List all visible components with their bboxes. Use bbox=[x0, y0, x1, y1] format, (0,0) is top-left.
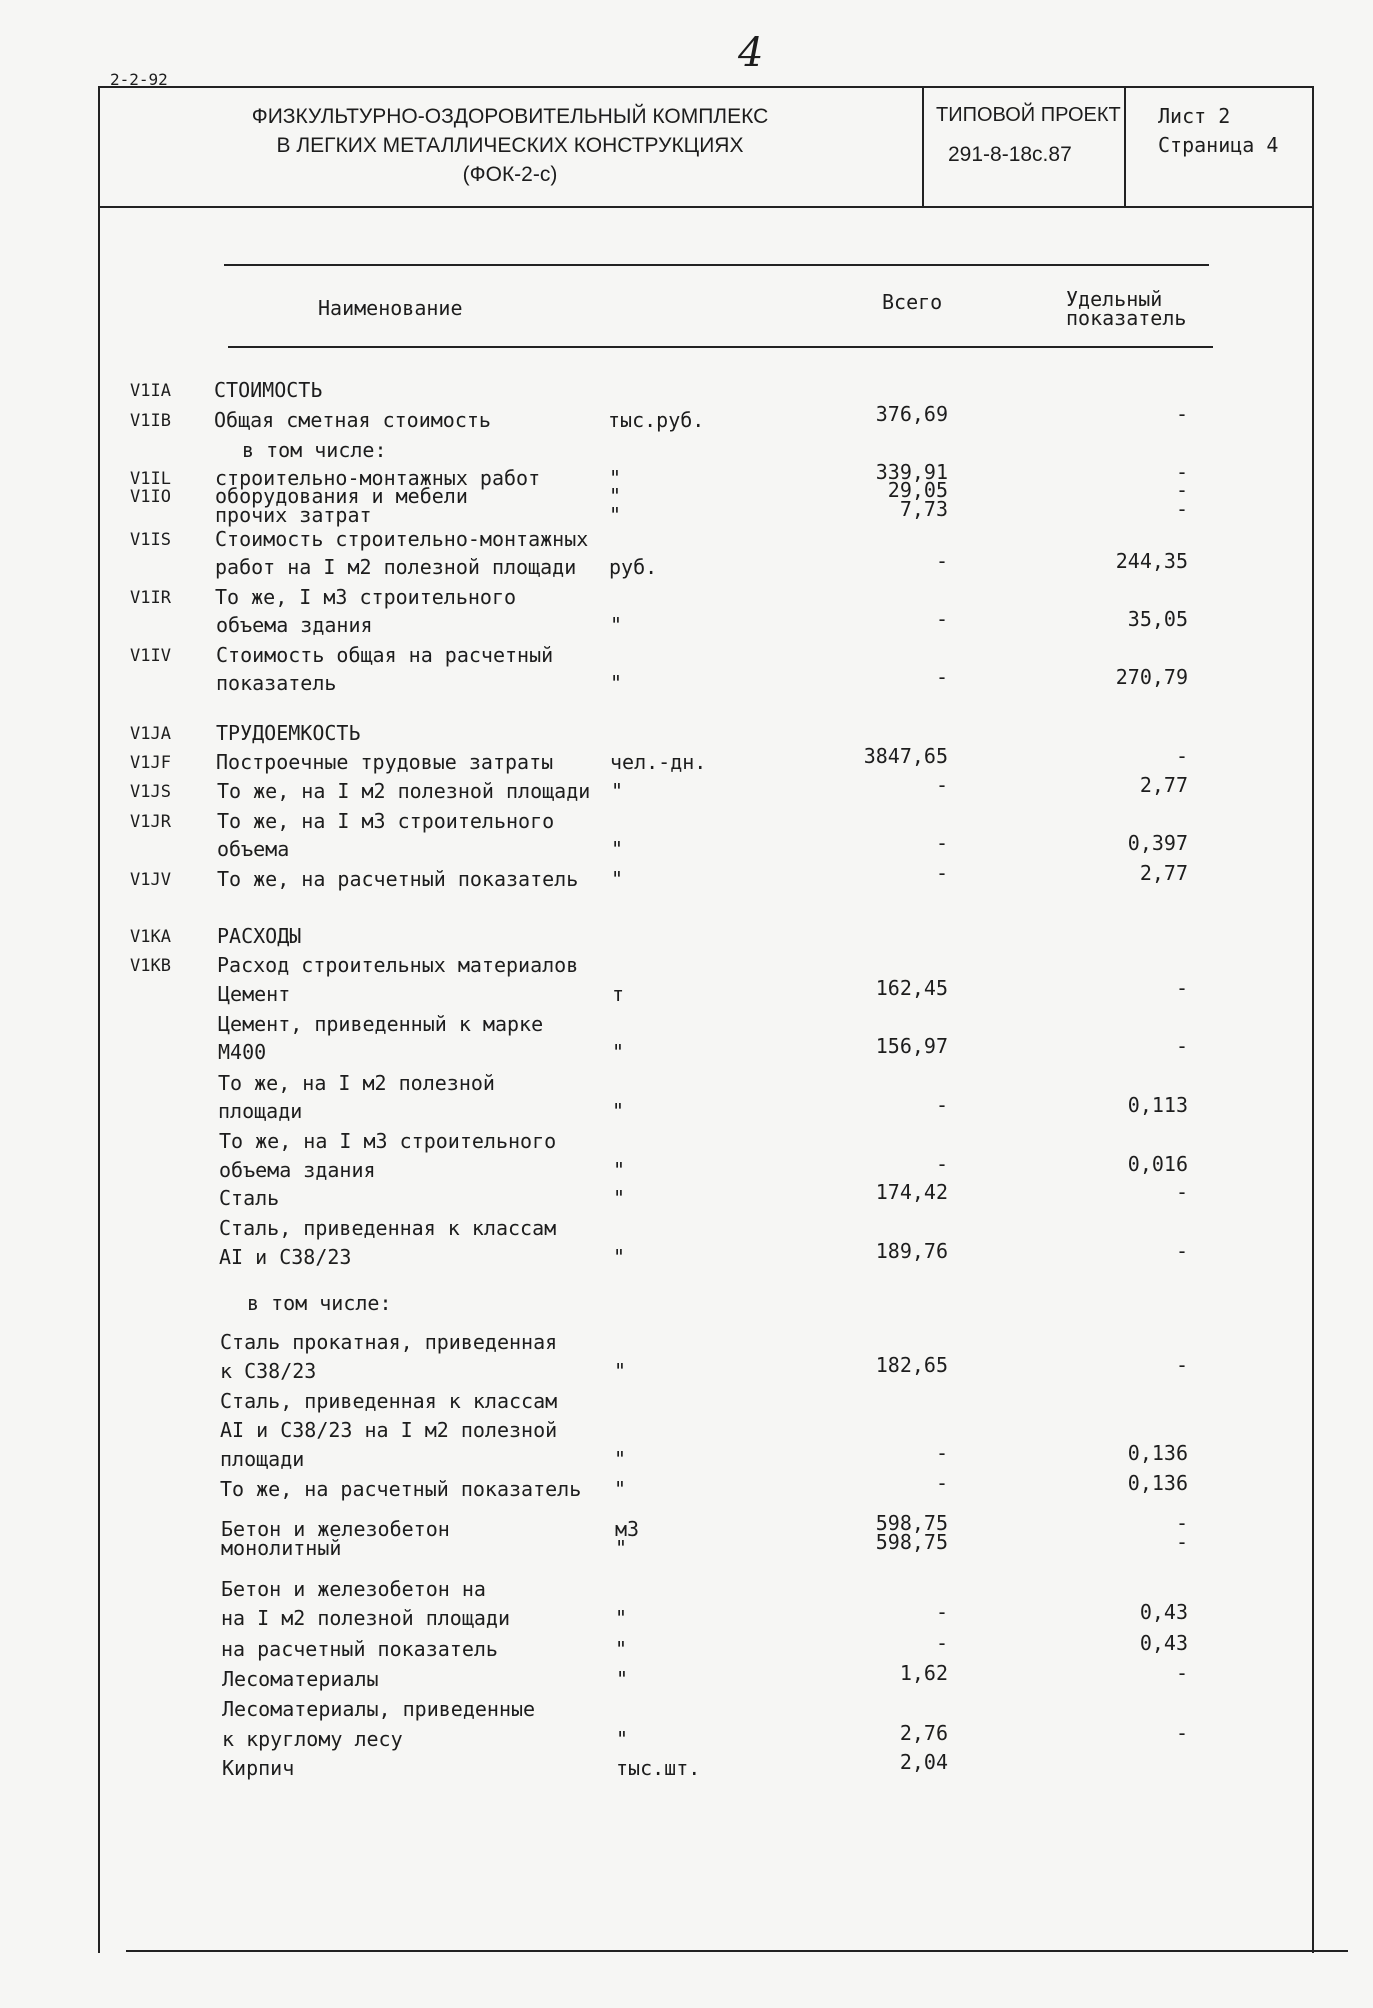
row-total: 376,69 bbox=[875, 402, 948, 426]
row-code: V1KA bbox=[130, 927, 171, 947]
row-specific: - bbox=[1175, 1530, 1188, 1554]
row-specific: - bbox=[1175, 460, 1188, 484]
row-code: V1JS bbox=[130, 782, 171, 802]
row-name: Сталь, приведенная к классам bbox=[220, 1389, 558, 1413]
column-header-total: Всего bbox=[882, 290, 943, 314]
row-unit: " bbox=[613, 1245, 626, 1269]
row-unit: м3 bbox=[615, 1517, 640, 1541]
row-unit: " bbox=[614, 1447, 627, 1471]
row-total: - bbox=[935, 607, 948, 631]
row-total: 2,04 bbox=[899, 1750, 948, 1774]
row-name: монолитный bbox=[221, 1536, 342, 1560]
row-code: V1IL bbox=[130, 469, 171, 489]
row-total: - bbox=[935, 1093, 948, 1117]
row-unit: " bbox=[613, 1186, 626, 1210]
row-specific: 0,136 bbox=[1127, 1471, 1188, 1495]
column-header-name: Наименование bbox=[318, 296, 463, 320]
row-name: Сталь прокатная, приведенная bbox=[220, 1330, 558, 1354]
row-unit: " bbox=[610, 613, 623, 637]
row-name: работ на I м2 полезной площади bbox=[215, 555, 577, 579]
table-top-rule bbox=[224, 264, 1209, 266]
row-code: V1JF bbox=[130, 753, 171, 773]
row-name: То же, на I м3 строительного bbox=[217, 809, 555, 833]
row-name: AI и С38/23 на I м2 полезной bbox=[220, 1418, 558, 1442]
row-unit: " bbox=[611, 867, 624, 891]
row-name: ТРУДОЕМКОСТЬ bbox=[216, 721, 361, 745]
row-name: показатель bbox=[216, 671, 337, 695]
row-code: V1IV bbox=[130, 646, 171, 666]
row-unit: " bbox=[614, 1477, 627, 1501]
row-code: V1JV bbox=[130, 870, 171, 890]
row-code: V1IO bbox=[130, 487, 171, 507]
row-unit: " bbox=[613, 1158, 626, 1182]
row-name: в том числе: bbox=[247, 1291, 392, 1315]
row-name: Расход строительных материалов bbox=[217, 953, 579, 977]
row-total: 182,65 bbox=[875, 1353, 948, 1377]
page-label: Страница 4 bbox=[1158, 133, 1279, 157]
row-name: Лесоматериалы, приведенные bbox=[222, 1697, 536, 1721]
row-total: 598,75 bbox=[875, 1511, 948, 1535]
row-total: 156,97 bbox=[875, 1034, 948, 1058]
row-name: AI и С38/23 bbox=[219, 1245, 352, 1269]
row-code: V1JR bbox=[130, 812, 171, 832]
row-name: То же, на расчетный показатель bbox=[220, 1477, 582, 1501]
row-name: Лесоматериалы bbox=[222, 1667, 379, 1691]
row-specific: 0,43 bbox=[1139, 1631, 1188, 1655]
row-unit: " bbox=[609, 503, 622, 527]
row-unit: " bbox=[611, 779, 624, 803]
row-name: Сталь bbox=[219, 1186, 280, 1210]
frame-line bbox=[98, 208, 100, 1953]
row-name: Цемент bbox=[218, 982, 291, 1006]
row-name: к круглому лесу bbox=[222, 1727, 403, 1751]
frame-line bbox=[1312, 208, 1314, 1953]
row-unit: " bbox=[616, 1667, 629, 1691]
row-specific: 0,136 bbox=[1127, 1441, 1188, 1465]
row-specific: 0,43 bbox=[1139, 1600, 1188, 1624]
row-unit: " bbox=[612, 1040, 625, 1064]
project-number: 291-8-18с.87 bbox=[948, 143, 1072, 166]
row-unit: чел.-дн. bbox=[610, 750, 707, 774]
row-name: объема здания bbox=[219, 1158, 376, 1182]
row-unit: " bbox=[611, 837, 624, 861]
row-unit: " bbox=[615, 1637, 628, 1661]
row-total: 598,75 bbox=[875, 1530, 948, 1554]
row-unit: руб. bbox=[609, 555, 658, 579]
row-specific: - bbox=[1175, 497, 1188, 521]
row-total: - bbox=[935, 1441, 948, 1465]
sheet-number: Лист 2 bbox=[1158, 104, 1231, 128]
row-name: объема здания bbox=[216, 613, 373, 637]
row-name: Стоимость общая на расчетный bbox=[216, 643, 554, 667]
row-name: Бетон и железобетон на bbox=[221, 1577, 486, 1601]
row-specific: 0,397 bbox=[1127, 831, 1188, 855]
row-specific: 270,79 bbox=[1115, 665, 1188, 689]
row-specific: - bbox=[1175, 976, 1188, 1000]
row-unit: " bbox=[614, 1359, 627, 1383]
row-specific: - bbox=[1175, 1661, 1188, 1685]
row-code: V1IA bbox=[130, 381, 171, 401]
title-block bbox=[98, 86, 1314, 208]
row-name: к С38/23 bbox=[220, 1359, 317, 1383]
row-name: в том числе: bbox=[242, 438, 387, 462]
row-name: Общая сметная стоимость bbox=[214, 408, 491, 432]
title-line: (ФОК-2-с) bbox=[462, 163, 558, 186]
date-code: 2-2-92 bbox=[110, 70, 168, 89]
row-code: V1IR bbox=[130, 588, 171, 608]
row-name: Цемент, приведенный к марке bbox=[218, 1012, 544, 1036]
project-label: ТИПОВОЙ ПРОЕКТ bbox=[936, 104, 1121, 126]
row-total: - bbox=[935, 1600, 948, 1624]
row-unit: " bbox=[616, 1727, 629, 1751]
row-specific: - bbox=[1175, 1180, 1188, 1204]
row-specific: - bbox=[1175, 1511, 1188, 1535]
row-code: V1IS bbox=[130, 530, 171, 550]
row-specific: 0,113 bbox=[1127, 1093, 1188, 1117]
column-header-specific: Удельный показатель bbox=[1066, 287, 1187, 330]
row-specific: - bbox=[1175, 1721, 1188, 1745]
row-total: 29,05 bbox=[887, 478, 948, 502]
row-unit: " bbox=[609, 466, 622, 490]
row-name: То же, на I м3 строительного bbox=[219, 1129, 557, 1153]
row-code: V1IB bbox=[130, 411, 171, 431]
row-name: То же, I м3 строительного bbox=[215, 585, 517, 609]
row-total: 7,73 bbox=[899, 497, 948, 521]
table-header-rule bbox=[228, 346, 1213, 348]
row-name: строительно-монтажных работ bbox=[215, 466, 541, 490]
document-title bbox=[100, 102, 920, 189]
row-unit: " bbox=[609, 484, 622, 508]
row-total: - bbox=[935, 1471, 948, 1495]
divider bbox=[1124, 88, 1126, 206]
row-specific: 35,05 bbox=[1127, 607, 1188, 631]
row-unit: тыс.руб. bbox=[608, 408, 705, 432]
row-total: - bbox=[935, 665, 948, 689]
row-name: Построечные трудовые затраты bbox=[216, 750, 554, 774]
row-name: Бетон и железобетон bbox=[221, 1517, 450, 1541]
row-name: То же, на I м2 полезной площади bbox=[217, 779, 591, 803]
row-name: Стоимость строительно-монтажных bbox=[215, 527, 589, 551]
row-name: на I м2 полезной площади bbox=[221, 1606, 510, 1630]
row-name: площади bbox=[218, 1099, 303, 1123]
page-number: 4 bbox=[738, 30, 764, 76]
row-code: V1JA bbox=[130, 724, 171, 744]
row-specific: 2,77 bbox=[1139, 773, 1188, 797]
divider bbox=[922, 88, 924, 206]
row-specific: 244,35 bbox=[1115, 549, 1188, 573]
title-line: ФИЗКУЛЬТУРНО-ОЗДОРОВИТЕЛЬНЫЙ КОМПЛЕКС bbox=[251, 105, 769, 128]
row-name: прочих затрат bbox=[215, 503, 372, 527]
row-unit: " bbox=[612, 1099, 625, 1123]
row-name: оборудования и мебели bbox=[215, 484, 468, 508]
frame-line bbox=[126, 1950, 1348, 1952]
row-total: 3847,65 bbox=[863, 744, 948, 768]
row-specific: - bbox=[1175, 1239, 1188, 1263]
row-unit: т bbox=[612, 982, 625, 1006]
row-name: объема bbox=[217, 837, 290, 861]
row-total: 174,42 bbox=[875, 1180, 948, 1204]
row-total: - bbox=[935, 861, 948, 885]
row-name: То же, на расчетный показатель bbox=[217, 867, 579, 891]
row-total: - bbox=[935, 773, 948, 797]
row-total: 189,76 bbox=[875, 1239, 948, 1263]
row-unit: " bbox=[615, 1606, 628, 1630]
row-specific: 0,016 bbox=[1127, 1152, 1188, 1176]
row-name: То же, на I м2 полезной bbox=[218, 1071, 495, 1095]
row-total: 1,62 bbox=[899, 1661, 948, 1685]
row-name: на расчетный показатель bbox=[221, 1637, 498, 1661]
row-unit: " bbox=[615, 1536, 628, 1560]
row-total: - bbox=[935, 1631, 948, 1655]
row-name: РАСХОДЫ bbox=[217, 924, 302, 948]
row-specific: - bbox=[1175, 1353, 1188, 1377]
row-name: площади bbox=[220, 1447, 305, 1471]
title-line: В ЛЕГКИХ МЕТАЛЛИЧЕСКИХ КОНСТРУКЦИЯХ bbox=[276, 134, 744, 157]
row-unit: " bbox=[610, 671, 623, 695]
row-total: - bbox=[935, 831, 948, 855]
row-name: М400 bbox=[218, 1040, 267, 1064]
row-unit: тыс.шт. bbox=[616, 1756, 701, 1780]
row-code: V1KB bbox=[130, 956, 171, 976]
row-total: 2,76 bbox=[899, 1721, 948, 1745]
row-specific: - bbox=[1175, 744, 1188, 768]
row-name: Сталь, приведенная к классам bbox=[219, 1216, 557, 1240]
row-total: 162,45 bbox=[875, 976, 948, 1000]
row-specific: - bbox=[1175, 1034, 1188, 1058]
row-total: - bbox=[935, 1152, 948, 1176]
row-specific: 2,77 bbox=[1139, 861, 1188, 885]
row-name: СТОИМОСТЬ bbox=[214, 378, 323, 402]
row-name: Кирпич bbox=[222, 1756, 295, 1780]
row-total: 339,91 bbox=[875, 460, 948, 484]
row-total: - bbox=[935, 549, 948, 573]
row-specific: - bbox=[1175, 402, 1188, 426]
row-specific: - bbox=[1175, 478, 1188, 502]
